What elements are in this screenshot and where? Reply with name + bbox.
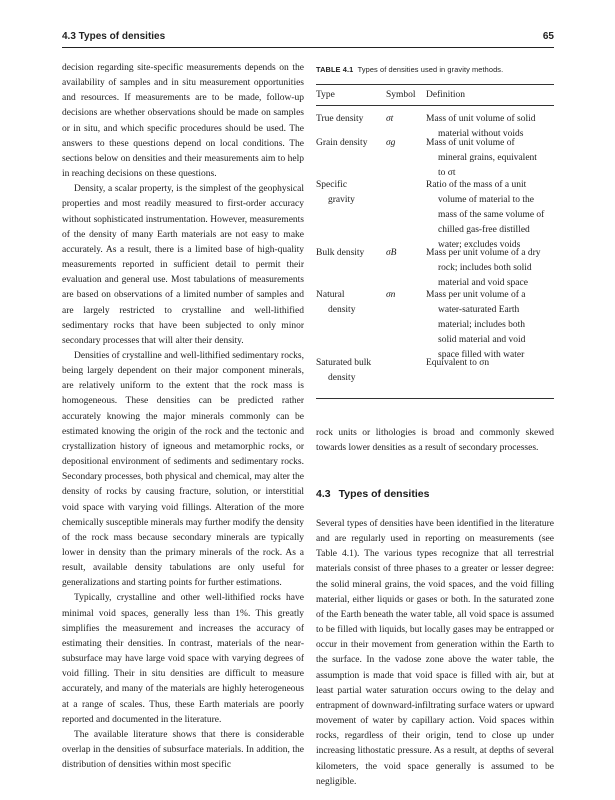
section-title: Types of densities bbox=[338, 488, 430, 500]
cell-definition-line: mineral grains, equivalent bbox=[438, 153, 537, 163]
header-rule bbox=[62, 47, 554, 48]
cell-type bbox=[316, 112, 381, 127]
cell-definition-line: volume of material to the bbox=[438, 195, 535, 205]
table-caption bbox=[316, 65, 554, 74]
paragraph: Densities of crystalline and well-lithified sedimentary rocks, being largely dependent on their major component minerals, are relatively uniform to the extent that the rock mass is homogeneous. These densities can be predicted rather accurately knowing the major minerals commonly can be estimated knowing the origin of the rock and the tectonic and crystallization history of igneous and metamorphic rocks, or depositional environment of sediments and sedimentary rocks. Secondary processes, both physical and chemical, may alter the density of rocks by causing fracture, solution, or interstitial void space with varying void fillings. Alteration of the more chemically susceptible minerals may further modify the density of the rock mass because secondary minerals are typically lower in density than the primary minerals of the rock. As a result, available density tabulations are only useful for generalizations and starting points for further estimations. bbox=[62, 350, 304, 589]
cell-definition-line: material; includes both bbox=[438, 320, 526, 330]
left-column bbox=[62, 61, 304, 773]
cell-type-line: density bbox=[328, 305, 356, 315]
cell-type-line: density bbox=[328, 373, 356, 383]
density-table bbox=[316, 88, 554, 383]
header-type: Type bbox=[316, 90, 335, 100]
cell-definition-line: Mass of unit volume of solid bbox=[426, 114, 536, 124]
cell-definition-line: material and void space bbox=[438, 278, 528, 288]
cell-definition-line: water-saturated Earth bbox=[438, 305, 520, 315]
cell-definition-line: rock; includes both solid bbox=[438, 263, 532, 273]
cell-definition-line: Equivalent to σn bbox=[426, 358, 490, 368]
cell-definition-line: Ratio of the mass of a unit bbox=[426, 180, 527, 190]
page-number: 65 bbox=[542, 31, 554, 42]
cell-symbol: σB bbox=[386, 248, 397, 258]
cell-symbol: σg bbox=[386, 138, 396, 148]
section-number: 4.3 bbox=[316, 488, 331, 500]
cell-definition-line: Mass per unit volume of a bbox=[426, 290, 526, 300]
cell-symbol: σt bbox=[386, 114, 394, 124]
cell-type bbox=[316, 246, 381, 261]
section-heading bbox=[316, 488, 554, 500]
paragraph: Typically, crystalline and other well-lithified rocks have minimal void spaces, generally less than 1%. This greatly simplifies the measurement and increases the accuracy of estimating their densities. In contrast, materials of the near-subsurface may have large void space with varying degrees of void filling. Their in situ densities are difficult to measure accurately, and many of the materials are highly heterogeneous at a range of scales. Thus, these Earth materials are poorly reported and documented in the literature. bbox=[62, 593, 304, 725]
table-top-rule bbox=[316, 84, 554, 85]
paragraph: decision regarding site-specific measurements depends on the availability of samples and in situ measurement opportunities and resources. If measurements are to be made, follow-up decisions are whether observations should be made on samples or in situ, and which specific procedures should be used. The answers to these questions depend on local conditions. The sections below on densities and their measurements aim to help in reaching decisions on these questions. bbox=[62, 63, 304, 180]
table-header-rule bbox=[316, 105, 554, 106]
cell-definition bbox=[426, 178, 554, 253]
cell-type-line: Bulk density bbox=[316, 248, 365, 258]
table-bottom-rule bbox=[316, 398, 554, 399]
cell-type bbox=[316, 288, 381, 318]
cell-definition-line: to σt bbox=[438, 168, 456, 178]
cell-type-line: Saturated bulk bbox=[316, 358, 372, 368]
cell-type-line: Grain density bbox=[316, 138, 368, 148]
paragraph: Several types of densities have been identified in the literature and are regularly used in reporting on measurements (see Table 4.1). The various types recognize that all terrestrial materials consist of three phases to a greater or lesser degree: the solid mineral grains, the void spaces, and the void filling material, either liquids or gases or both. In the saturated zone of the Earth beneath the water table, all void space is assumed to be filled with liquids, but locally gases may be entrapped or occur in their movement from generation within the Earth to the surface. In the vadose zone above the water table, the assumption is made that void space is filled with air, but at least partial water saturation occurs owing to the delay and entrapment of downward-infiltrating surface waters or upward movement of water by capillary action. Void spaces within rocks, regardless of their origin, tend to close up under increasing lithostatic pressure. As a result, at depths of several kilometers, the void space generally is assumed to be negligible. bbox=[316, 519, 554, 787]
cell-type-line: gravity bbox=[328, 195, 355, 205]
paragraph: The available literature shows that there is considerable overlap in the densities of subsurface materials. In addition, the distribution of densities within most specific bbox=[62, 729, 304, 771]
cell-definition-line: Mass of unit volume of bbox=[426, 138, 515, 148]
cell-type bbox=[316, 356, 381, 386]
running-header bbox=[62, 31, 554, 47]
running-header-section: 4.3 Types of densities bbox=[62, 31, 166, 42]
cell-definition-line: water; excludes voids bbox=[438, 240, 521, 250]
table-caption-text: Types of densities used in gravity methods. bbox=[357, 65, 504, 74]
header-definition: Definition bbox=[426, 90, 466, 100]
header-symbol: Symbol bbox=[386, 90, 416, 100]
cell-type-line: Specific bbox=[316, 180, 348, 190]
cell-definition-line: mass of the same volume of bbox=[438, 210, 545, 220]
cell-symbol: σn bbox=[386, 290, 396, 300]
cell-definition-line: space filled with water bbox=[438, 350, 525, 360]
cell-type-line: True density bbox=[316, 114, 364, 124]
cell-definition-line: material without voids bbox=[438, 129, 524, 139]
cell-type bbox=[316, 136, 381, 151]
paragraph: Density, a scalar property, is the simplest of the geophysical properties and most readily measured to first-order accuracy without sophisticated instrumentation. However, measurements of the density of many Earth materials are not easy to make accurately. As a result, there is a limited base of high-quality measurements reported in sufficient detail to permit their evaluation and general use. Most tabulations of measurements are based on observations of a limited number of samples and are largely restricted to crystalline and well-lithified sedimentary rocks that have been subjected to only minor secondary processes that will alter their density. bbox=[62, 184, 304, 346]
cell-definition bbox=[426, 356, 554, 371]
cell-definition bbox=[426, 246, 554, 291]
paragraph: rock units or lithologies is broad and commonly skewed towards lower densities as a result of secondary processes. bbox=[316, 428, 554, 454]
cell-type-line: Natural bbox=[316, 290, 345, 300]
table-caption-label: TABLE 4.1 bbox=[316, 65, 354, 74]
table-header-row bbox=[316, 88, 554, 105]
cell-type bbox=[316, 178, 381, 208]
cell-definition-line: Mass per unit volume of a dry bbox=[426, 248, 541, 258]
cell-definition bbox=[426, 288, 554, 363]
right-column-continuation bbox=[316, 426, 554, 456]
cell-definition bbox=[426, 136, 554, 181]
cell-definition-line: chilled gas-free distilled bbox=[438, 225, 530, 235]
right-column-section bbox=[316, 517, 554, 790]
cell-definition-line: solid material and void bbox=[438, 335, 526, 345]
